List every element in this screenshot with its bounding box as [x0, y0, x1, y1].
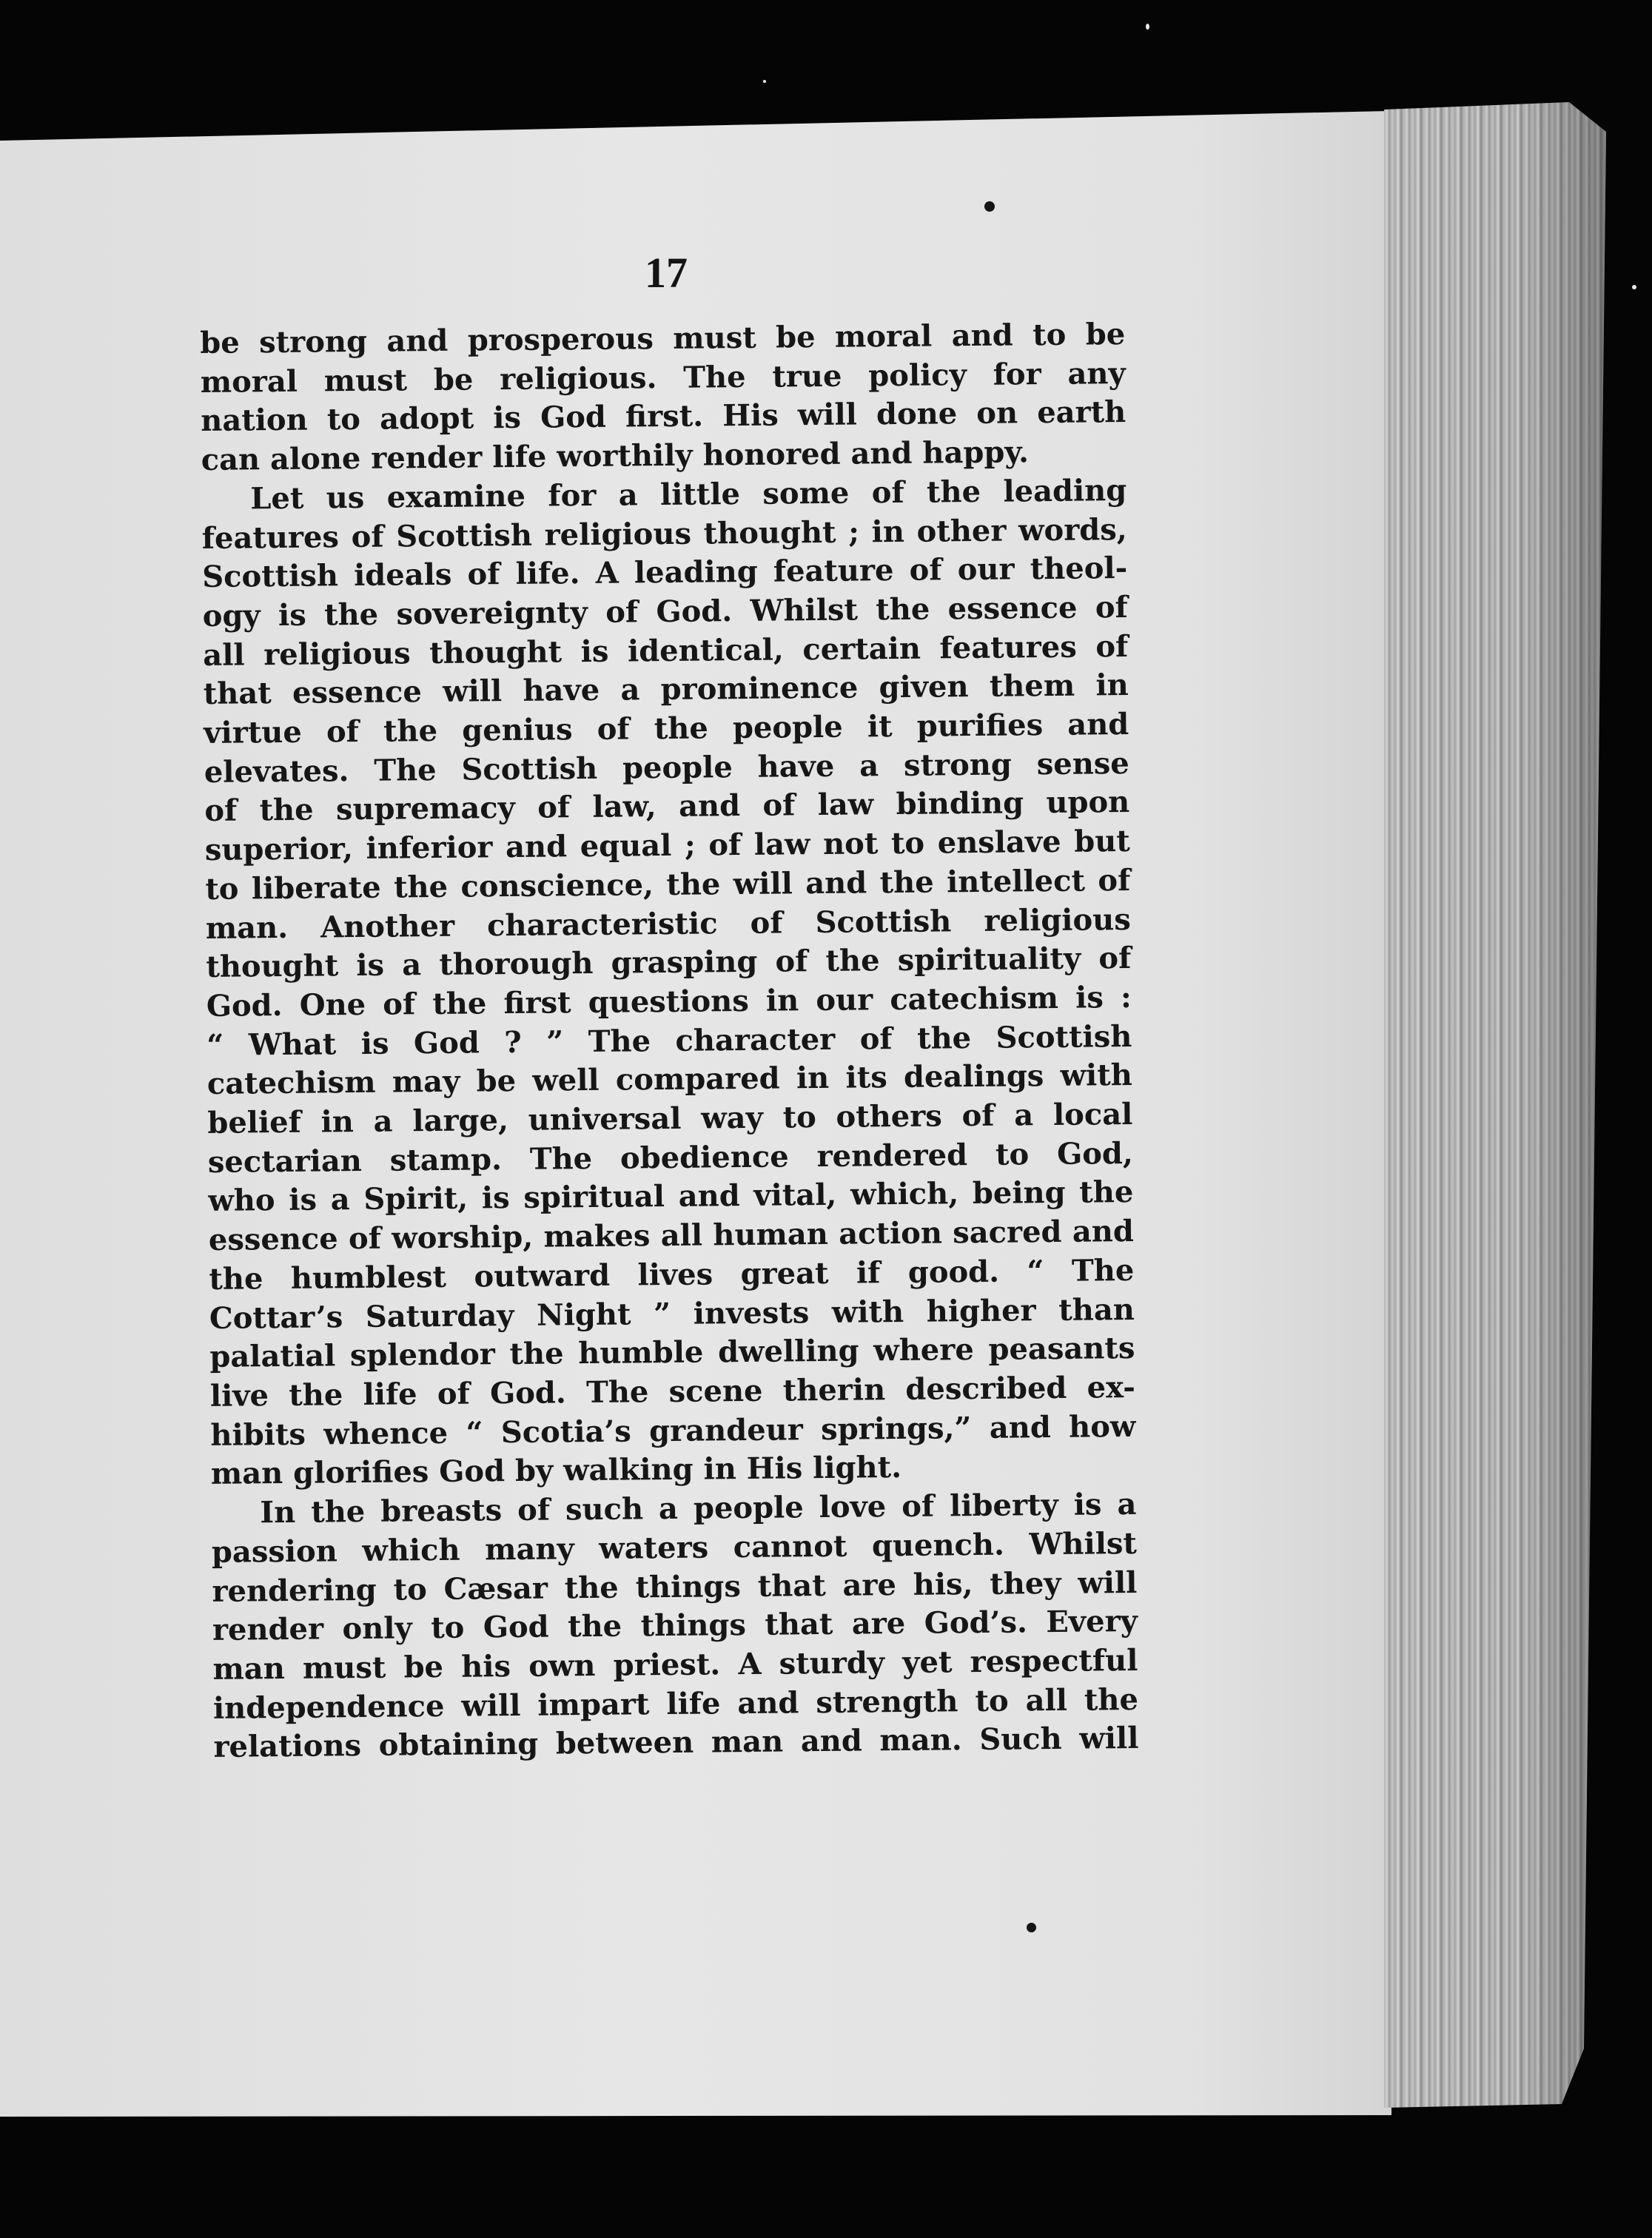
body-text: [200, 315, 1139, 1767]
scan-speck: [1027, 1923, 1036, 1932]
text-line: be strong and prosperous must be moral and to be: [200, 317, 1126, 360]
text-line: relations obtaining between man and man. Such will: [213, 1721, 1139, 1765]
text-line: Scottish ideals of life. A leading feature of our theol-: [202, 551, 1128, 595]
scan-speck: [1632, 285, 1636, 289]
text-line: who is a Spirit, is spiritual and vital, which, being the: [208, 1175, 1134, 1219]
text-line: palatial splendor the humble dwelling where peasants: [209, 1331, 1135, 1375]
text-line: rendering to Cæsar the things that are his, they will: [212, 1565, 1138, 1609]
text-line: man must be his own priest. A sturdy yet respectful: [212, 1642, 1138, 1687]
paragraph-start-line: Let us examine for a little some of the leading: [250, 472, 1127, 517]
text-line: of the supremacy of law, and of law binding upon: [204, 784, 1130, 829]
text-line: man glorifies God by walking in His light.: [210, 1450, 902, 1492]
text-line: all religious thought is identical, certain features of: [203, 628, 1129, 673]
text-line: essence of worship, makes all human action sacred and: [208, 1214, 1135, 1258]
text-line: independence will impart life and strength to all the: [212, 1681, 1139, 1726]
paragraph-start-line: In the breasts of such a people love of liberty is a: [260, 1487, 1137, 1530]
text-line: catechism may be well compared in its dealings with: [206, 1058, 1133, 1102]
text-line: to liberate the conscience, the will and the intellect of: [205, 862, 1131, 907]
text-line: hibits whence “ Scotia’s grandeur springs,” and how: [210, 1408, 1136, 1453]
text-line: belief in a large, universal way to others of a local: [207, 1097, 1133, 1141]
text-line: render only to God the things that are God’s. Every: [212, 1604, 1138, 1648]
text-line: nation to adopt is God first. His will done on earth: [201, 394, 1126, 439]
text-line: ogy is the sovereignty of God. Whilst the essence of: [202, 589, 1128, 634]
text-line: that essence will have a prominence given them in: [203, 668, 1129, 712]
text-line: God. One of the first questions in our catechism is :: [206, 979, 1132, 1024]
page-edges-shadow: [1384, 102, 1614, 2108]
text-line: elevates. The Scottish people have a strong sense: [204, 745, 1129, 790]
scan-speck: [984, 201, 995, 212]
text-line: passion which many waters cannot quench. Whilst: [211, 1525, 1138, 1570]
scan-speck: [1146, 24, 1149, 30]
text-line: can alone render life worthily honored and happy.: [201, 434, 1030, 478]
text-line: virtue of the genius of the people it purifies and: [204, 707, 1129, 751]
text-line: thought is a thorough grasping of the spirituality of: [206, 941, 1132, 985]
text-line: Cottar’s Saturday Night ” invests with higher than: [209, 1291, 1135, 1336]
text-line: live the life of God. The scene therin described ex-: [209, 1369, 1136, 1414]
text-line: sectarian stamp. The obedience rendered to God,: [207, 1135, 1134, 1180]
page-number: 17: [645, 249, 688, 297]
text-line: features of Scottish religious thought ; in other words,: [201, 511, 1127, 556]
scan-speck: [763, 80, 766, 83]
text-line: superior, inferior and equal ; of law not to enslave but: [204, 824, 1130, 868]
text-line: moral must be religious. The true policy for any: [200, 355, 1126, 400]
text-line: the humblest outward lives great if good. “ The: [209, 1252, 1135, 1297]
text-line: man. Another characteristic of Scottish religious: [205, 901, 1132, 946]
text-line: “ What is God ? ” The character of the Scottish: [206, 1018, 1132, 1063]
